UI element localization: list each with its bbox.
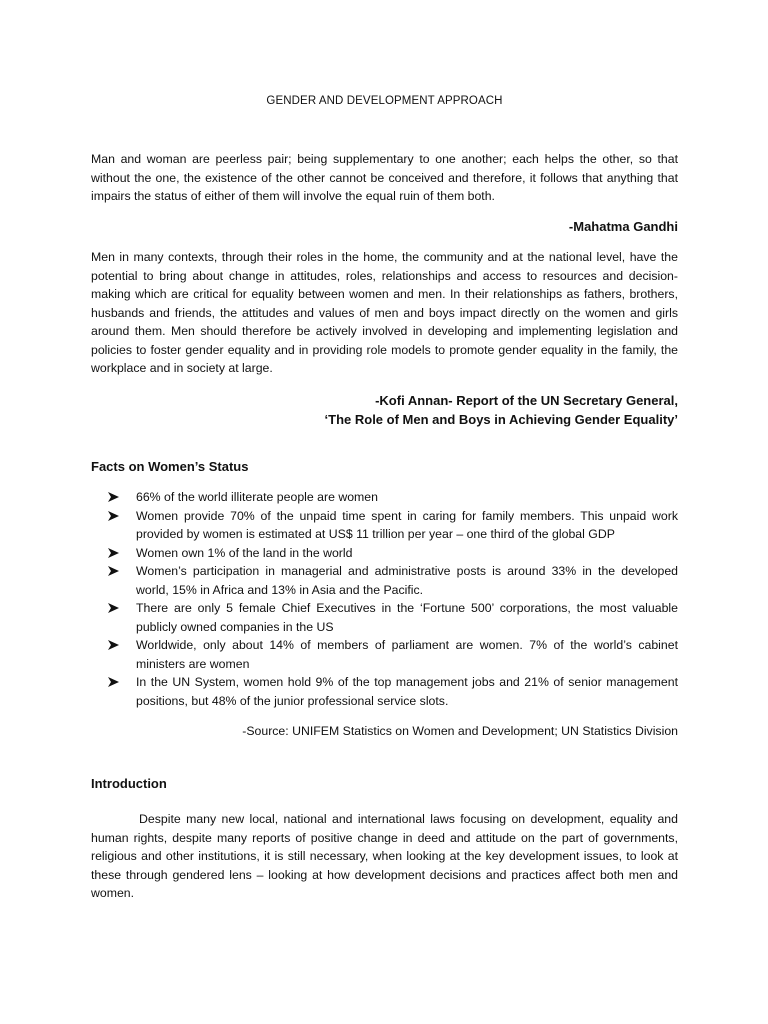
list-item <box>108 562 678 599</box>
arrow-bullet-icon <box>108 562 136 576</box>
arrow-bullet-icon <box>108 599 136 613</box>
fact-text: 66% of the world illiterate people are women <box>136 490 378 504</box>
document-page <box>91 0 678 1024</box>
annan-attribution-line1: -Kofi Annan- Report of the UN Secretary General, <box>375 393 678 408</box>
list-item <box>108 673 678 710</box>
document-title: GENDER AND DEVELOPMENT APPROACH <box>266 95 503 107</box>
annan-attribution-line2: ‘The Role of Men and Boys in Achieving Gender Equality’ <box>324 412 678 427</box>
facts-list <box>108 488 678 710</box>
list-item <box>108 599 678 636</box>
list-item <box>108 544 678 563</box>
arrow-bullet-icon <box>108 636 136 650</box>
arrow-bullet-icon <box>108 507 136 521</box>
arrow-bullet-icon <box>108 673 136 687</box>
fact-text: Women’s participation in managerial and administrative posts is around 33% in the developed world, 15% in Africa and 13% in Asia and the Pacific. <box>136 564 678 597</box>
list-item <box>108 488 678 507</box>
facts-source: -Source: UNIFEM Statistics on Women and Development; UN Statistics Division <box>242 724 678 738</box>
list-item <box>108 507 678 544</box>
fact-text: Women provide 70% of the unpaid time spent in caring for family members. This unpaid work provided by women is estimated at US$ 11 trillion per year – one third of the global GDP <box>136 508 678 541</box>
introduction-text: Despite many new local, national and international laws focusing on development, equality and human rights, despite many reports of positive change in deed and attitude on the part of governments, religious and other institutions, it is still necessary, when looking at the key development issues, to look at these through gendered lens – looking at how development decisions and practices affect both men and women. <box>91 812 678 900</box>
arrow-bullet-icon <box>108 488 136 502</box>
fact-text: There are only 5 female Chief Executives in the ‘Fortune 500’ corporations, the most valuable publicly owned companies in the US <box>136 601 678 634</box>
gandhi-quote: Man and woman are peerless pair; being supplementary to one another; each helps the other, so that without the one, the existence of the other cannot be conceived and therefore, it follows that anything that impairs the status of either of them will involve the equal ruin of them both. <box>91 152 678 203</box>
facts-heading: Facts on Women’s Status <box>91 459 249 474</box>
fact-text: Women own 1% of the land in the world <box>136 545 353 560</box>
fact-text: Worldwide, only about 14% of members of parliament are women. 7% of the world’s cabinet ministers are women <box>136 638 678 671</box>
introduction-heading: Introduction <box>91 776 167 791</box>
gandhi-attribution: -Mahatma Gandhi <box>568 219 678 234</box>
fact-text: In the UN System, women hold 9% of the top management jobs and 21% of senior management positions, but 48% of the junior professional service slots. <box>136 675 678 708</box>
list-item <box>108 636 678 673</box>
annan-quote: Men in many contexts, through their roles in the home, the community and at the national level, have the potential to bring about change in attitudes, roles, relationships and access to resources and decision-making which are critical for equality between women and men. In their relationships as fathers, brothers, husbands and friends, the attitudes and values of men and boys impact directly on the women and girls around them. Men should therefore be actively involved in developing and implementing legislation and policies to foster gender equality and in providing role models to promote gender equality in the family, the workplace and in society at large. <box>91 250 678 375</box>
arrow-bullet-icon <box>108 544 136 558</box>
